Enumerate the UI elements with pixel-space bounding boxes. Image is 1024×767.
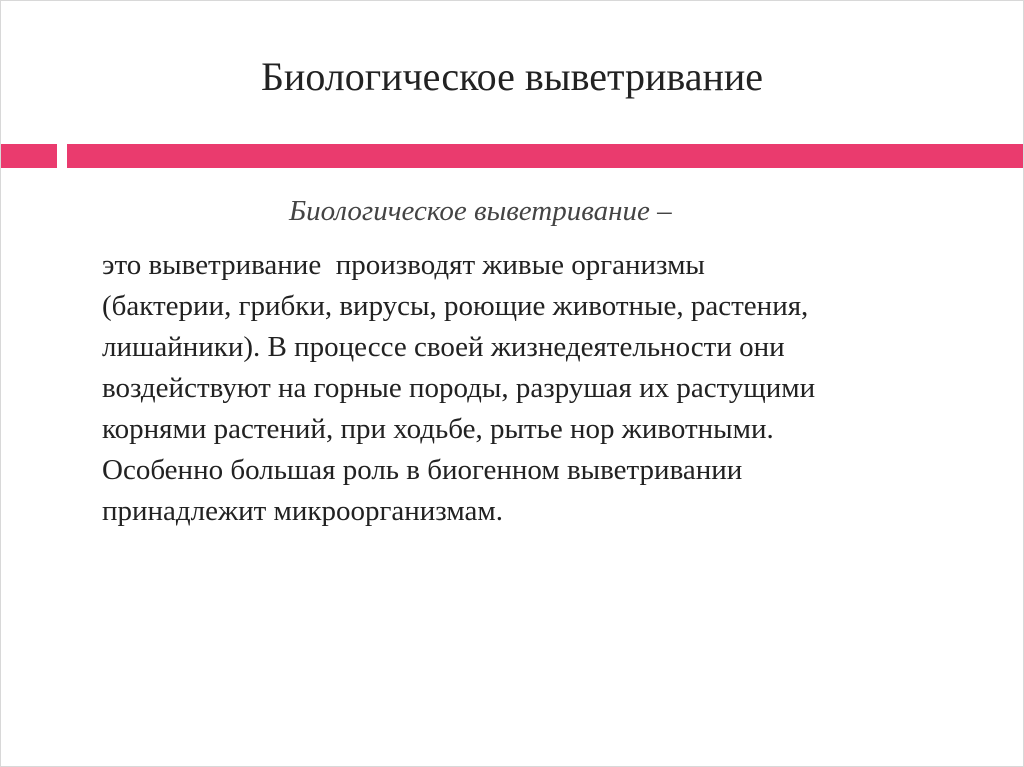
slide-subtitle: Биологическое выветривание –: [289, 195, 672, 227]
body-line: корнями растений, при ходьбе, рытье нор животными.: [102, 413, 774, 445]
body-line: воздействуют на горные породы, разрушая их растущими: [102, 372, 816, 404]
body-line: принадлежит микроорганизмам.: [102, 495, 503, 527]
body-line: (бактерии, грибки, вирусы, роющие животные, растения,: [102, 290, 809, 322]
slide-title: Биологическое выветривание: [260, 54, 764, 99]
accent-bar-short: [1, 144, 57, 168]
body-line: Особенно большая роль в биогенном выветривании: [102, 454, 743, 486]
accent-bar-long: [67, 144, 1023, 168]
body-line: лишайники). В процессе своей жизнедеятельности они: [102, 331, 785, 363]
body-line: это выветривание производят живые организмы: [102, 249, 705, 281]
slide-body: [102, 245, 972, 532]
